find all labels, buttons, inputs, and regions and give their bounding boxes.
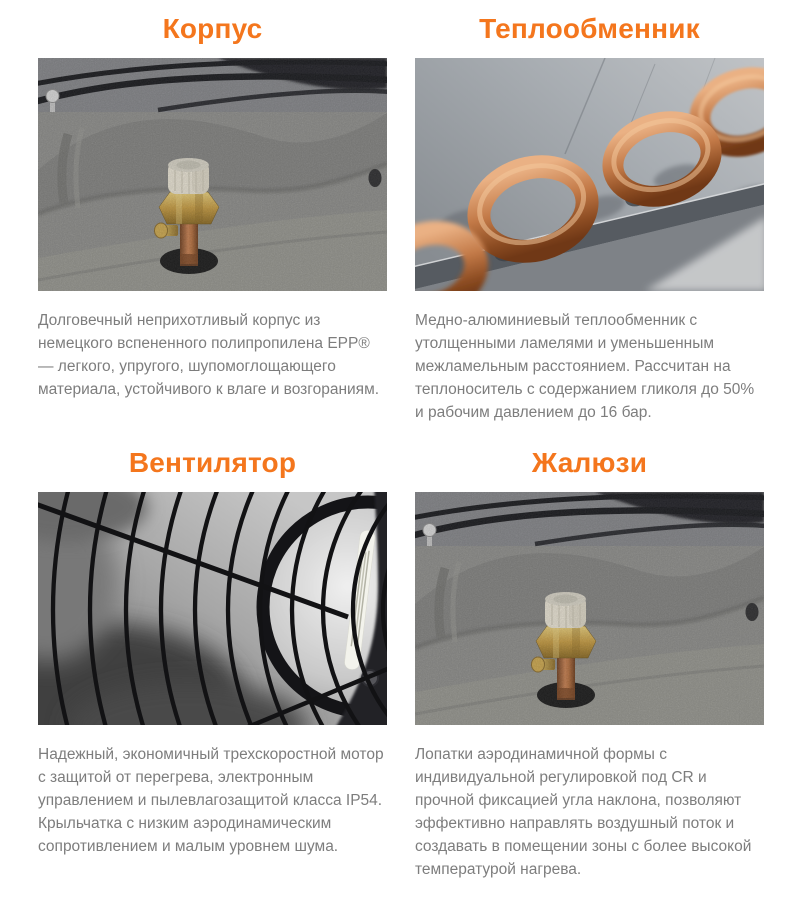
feature-description-korpus: Долговечный неприхотливый корпус из немецкого вспененного полипропилена EPP® — легкого, упругого, шупомоглощающего материала, устойчивого к влаге и возгораниям. <box>38 312 380 398</box>
feature-title-zhalyuzi: Жалюзи <box>531 447 648 478</box>
feature-photo-korpus <box>38 58 387 291</box>
feature-title-teploobmennik: Теплообменник <box>479 13 700 44</box>
feature-description-teploobmennik: Медно-алюминиевый теплообменник с утолщенными ламелями и уменьшенным межламельным расстоянием. Рассчитан на теплоноситель с содержанием гликоля до 50% и рабочим давлением до 16 бар. <box>415 312 755 421</box>
heat-exchanger-photo-illustration <box>415 58 764 291</box>
feature-description-zhalyuzi: Лопатки аэродинамичной формы с индивидуальной регулировкой под CR и прочной фиксацией угла наклона, позволяют эффективно направлять воздушный поток и создавать в помещении зоны с более высокой температурой нагрева. <box>415 746 752 878</box>
feature-title-korpus: Корпус <box>162 13 263 44</box>
feature-photo-ventilyator <box>38 492 387 725</box>
feature-teploobmennik <box>415 14 764 424</box>
housing-photo-illustration <box>38 58 387 291</box>
housing-closeup-photo-illustration <box>415 492 764 725</box>
feature-korpus <box>38 14 387 424</box>
feature-zhalyuzi <box>415 448 764 881</box>
feature-ventilyator <box>38 448 387 881</box>
feature-photo-teploobmennik <box>415 58 764 291</box>
feature-title-ventilyator: Вентилятор <box>128 447 297 478</box>
feature-description-ventilyator: Надежный, экономичный трехскоростной мотор с защитой от перегрева, электронным управлением и пылевлагозащитой класса IP54. Крыльчатка с низким аэродинамическим сопротивлением и малым уровнем шума. <box>38 746 384 855</box>
features-grid <box>38 14 764 905</box>
fan-photo-illustration <box>38 492 387 725</box>
feature-photo-zhalyuzi <box>415 492 764 725</box>
